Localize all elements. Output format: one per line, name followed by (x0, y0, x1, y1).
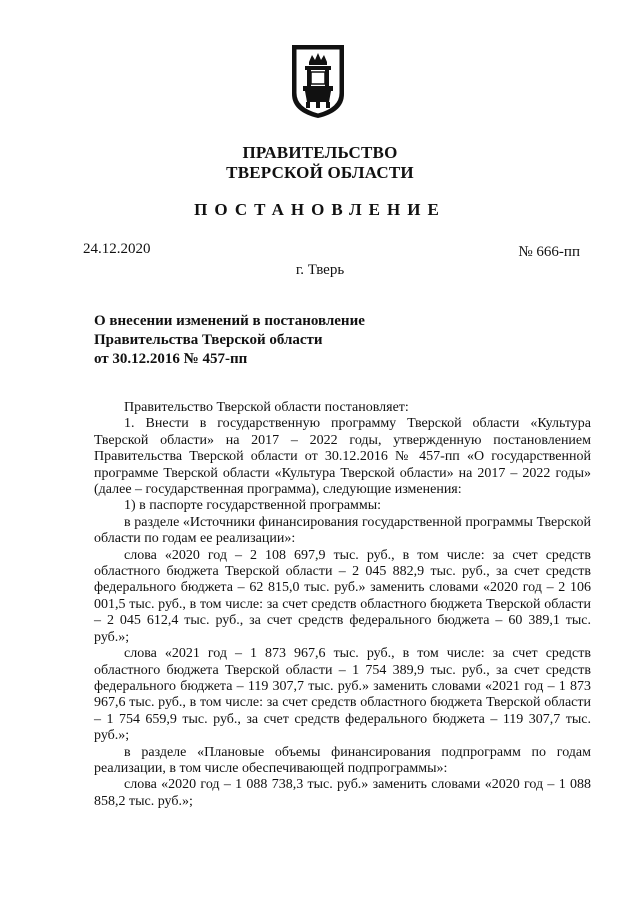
body-paragraph: областного бюджета Тверской области – 1 754 389,9 тыс. руб., за счет средств (94, 662, 591, 678)
document-type: ПОСТАНОВЛЕНИЕ (194, 200, 446, 219)
coat-of-arms-emblem (289, 42, 347, 120)
body-paragraph: федерального бюджета – 119 307,7 тыс. руб.» заменить словами «2021 год – 1 873 967,6 тыс. руб., в том числе: за счет средств областного бюджета Тверской области – 1 754 659,9 тыс. руб., за счет средств федерального бюджета – 119 307,7 тыс. руб.»; (94, 678, 591, 744)
body-paragraph: в разделе «Источники финансирования государственной программы Тверской области по годам ее реализации»: (94, 514, 591, 547)
body-paragraph: слова «2020 год – 2 108 697,9 тыс. руб., в том числе: за счет средств (124, 547, 591, 563)
document-number: № 666-пп (518, 244, 580, 260)
body-paragraph: 1. Внести в государственную программу Тверской области «Культура Тверской области» на 2017 – 2022 годы, утвержденную постановлением Правительства Тверской области от 30.12.2016 № 457-пп «О государственной программе Тверской области «Культура Тверской области» на 2017 – 2022 годы» (далее – государственная программа), следующие изменения: (94, 416, 591, 498)
title-line: О внесении изменений в постановление (94, 313, 365, 329)
body-paragraph: областного бюджета Тверской области – 2 045 882,9 тыс. руб., за счет средств (94, 564, 591, 580)
document-city: г. Тверь (295, 262, 345, 278)
document-date: 24.12.2020 (83, 241, 151, 257)
government-name-line1: ПРАВИТЕЛЬСТВО (242, 143, 398, 162)
body-paragraph: федерального бюджета – 62 815,0 тыс. руб.» заменить словами «2020 год – 2 106 001,5 тыс. руб., в том числе: за счет средств областного бюджета Тверской области – 2 045 612,4 тыс. руб., за счет средств федерального бюджета – 60 389,1 тыс. руб.»; (94, 580, 591, 645)
title-line: Правительства Тверской области (94, 332, 323, 348)
body-paragraph: 1) в паспорте государственной программы: (124, 498, 382, 514)
government-name-line2: ТВЕРСКОЙ ОБЛАСТИ (226, 163, 414, 182)
body-paragraph: Правительство Тверской области постановляет: (124, 400, 409, 415)
body-paragraph: слова «2021 год – 1 873 967,6 тыс. руб., в том числе: за счет средств (124, 646, 591, 662)
body-paragraph: слова «2020 год – 1 088 738,3 тыс. руб.» заменить словами «2020 год – 1 088 858,2 тыс. руб.»; (94, 777, 591, 809)
title-line: от 30.12.2016 № 457-пп (94, 351, 248, 367)
document-title (94, 312, 365, 369)
document-body (94, 400, 591, 810)
body-paragraph: в разделе «Плановые объемы финансирования подпрограмм по годам реализации, в том числе обеспечивающей подпрограммы»: (94, 744, 591, 776)
